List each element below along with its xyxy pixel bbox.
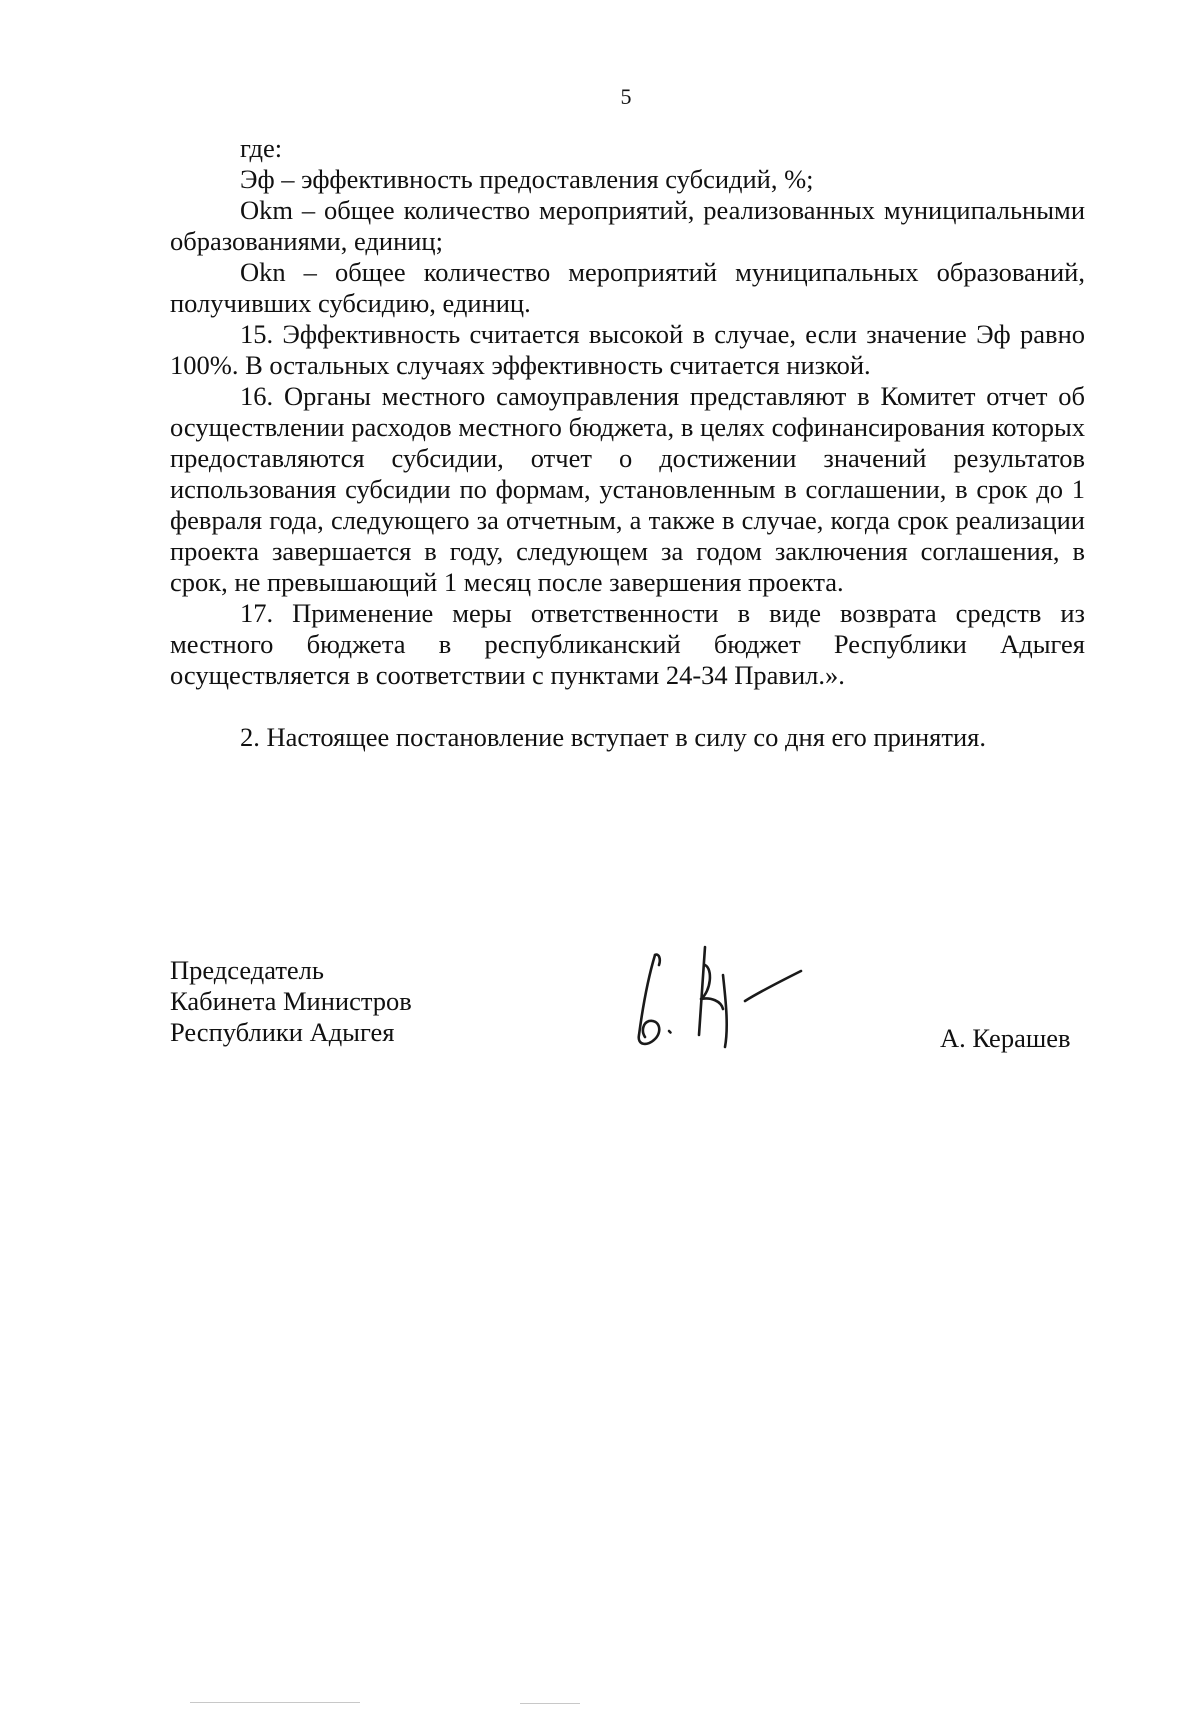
paragraph-okm-definition: Okm – общее количество мероприятий, реализованных муниципальными образованиями, единиц; [170, 195, 1085, 256]
signatory-title-line-3: Республики Адыгея [170, 1017, 395, 1047]
paragraph-ef-definition: Эф – эффективность предоставления субсидий, %; [240, 164, 814, 194]
signatory-title [170, 955, 412, 1048]
bottom-edge-scan-mark [520, 1703, 580, 1704]
paragraph-effective-date: 2. Настоящее постановление вступает в силу со дня его принятия. [240, 722, 986, 752]
signatory-title-line-1: Председатель [170, 955, 324, 985]
paragraph-okn-definition: Okn – общее количество мероприятий муниципальных образований, получивших субсидию, единиц. [170, 257, 1085, 318]
document-body [170, 133, 1085, 753]
paragraph-item-15: 15. Эффективность считается высокой в случае, если значение Эф равно 100%. В остальных случаях эффективность считается низкой. [170, 319, 1085, 380]
paragraph-item-17: 17. Применение меры ответственности в виде возврата средств из местного бюджета в республиканский бюджет Республики Адыгея осуществляется в соответствии с пунктами 24-34 Правил.». [170, 598, 1085, 690]
signatory-title-line-2: Кабинета Министров [170, 986, 412, 1016]
page-number: 5 [620, 84, 632, 109]
signatory-name: А. Керашев [940, 1023, 1071, 1053]
paragraph-item-16: 16. Органы местного самоуправления представляют в Комитет отчет об осуществлении расходов местного бюджета, в целях софинансирования которых предоставляются субсидии, отчет о достижении значений результатов использования субсидии по формам, установленным в соглашении, в срок до 1 февраля года, следующего за отчетным, а также в случае, когда срок реализации проекта завершается в году, следующем за годом заключения соглашения, в срок, не превышающий 1 месяц после завершения проекта. [170, 381, 1085, 597]
handwritten-signature [625, 935, 825, 1055]
bottom-edge-scan-mark [190, 1702, 360, 1703]
paragraph-where: где: [240, 133, 283, 163]
